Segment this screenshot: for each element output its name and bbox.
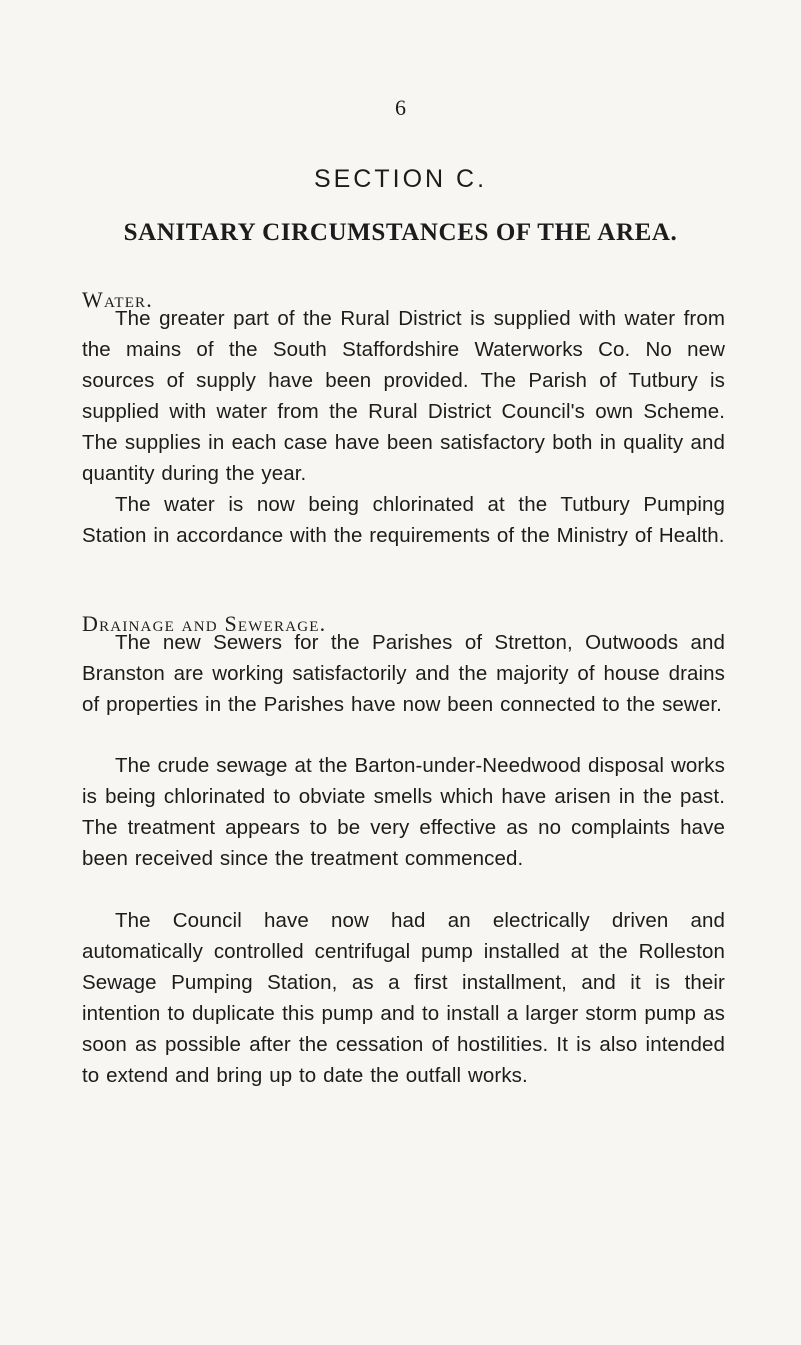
water-paragraph-1: The greater part of the Rural District is supplied with water from the mains of the South Staffordshire Waterworks Co. No new sources of supply have been provided. The Parish of Tutbury is supplied with water from the Rural District Council's own Scheme. The supplies in each case have been satisfactory both in quality and quantity during the year. <box>82 307 725 485</box>
page-number: 6 <box>395 95 406 120</box>
drainage-paragraph-1: The new Sewers for the Parishes of Stretton, Outwoods and Branston are working satisfactorily and the majority of house drains of properties in the Parishes have now been connected to the sewer. <box>82 631 725 716</box>
page-title: SANITARY CIRCUMSTANCES OF THE AREA. <box>123 219 678 246</box>
drainage-heading: Drainage and Sewerage. <box>82 611 327 636</box>
water-heading: Water. <box>82 287 153 312</box>
water-paragraph-2: The water is now being chlorinated at the Tutbury Pumping Station in accordance with the requirements of the Ministry of Health. <box>82 493 725 547</box>
section-title: SECTION C. <box>313 165 488 193</box>
drainage-paragraph-2: The crude sewage at the Barton-under-Needwood disposal works is being chlorinated to obviate smells which have arisen in the past. The treatment appears to be very effective as no complaints have been received since the treatment commenced. <box>82 754 725 870</box>
drainage-paragraph-3: The Council have now had an electrically driven and automatically controlled centrifugal pump installed at the Rolleston Sewage Pumping Station, as a first installment, and it is their intention to duplicate this pump and to install a larger storm pump as soon as possible after the cessation of hostilities. It is also intended to extend and bring up to date the outfall works. <box>82 909 725 1087</box>
